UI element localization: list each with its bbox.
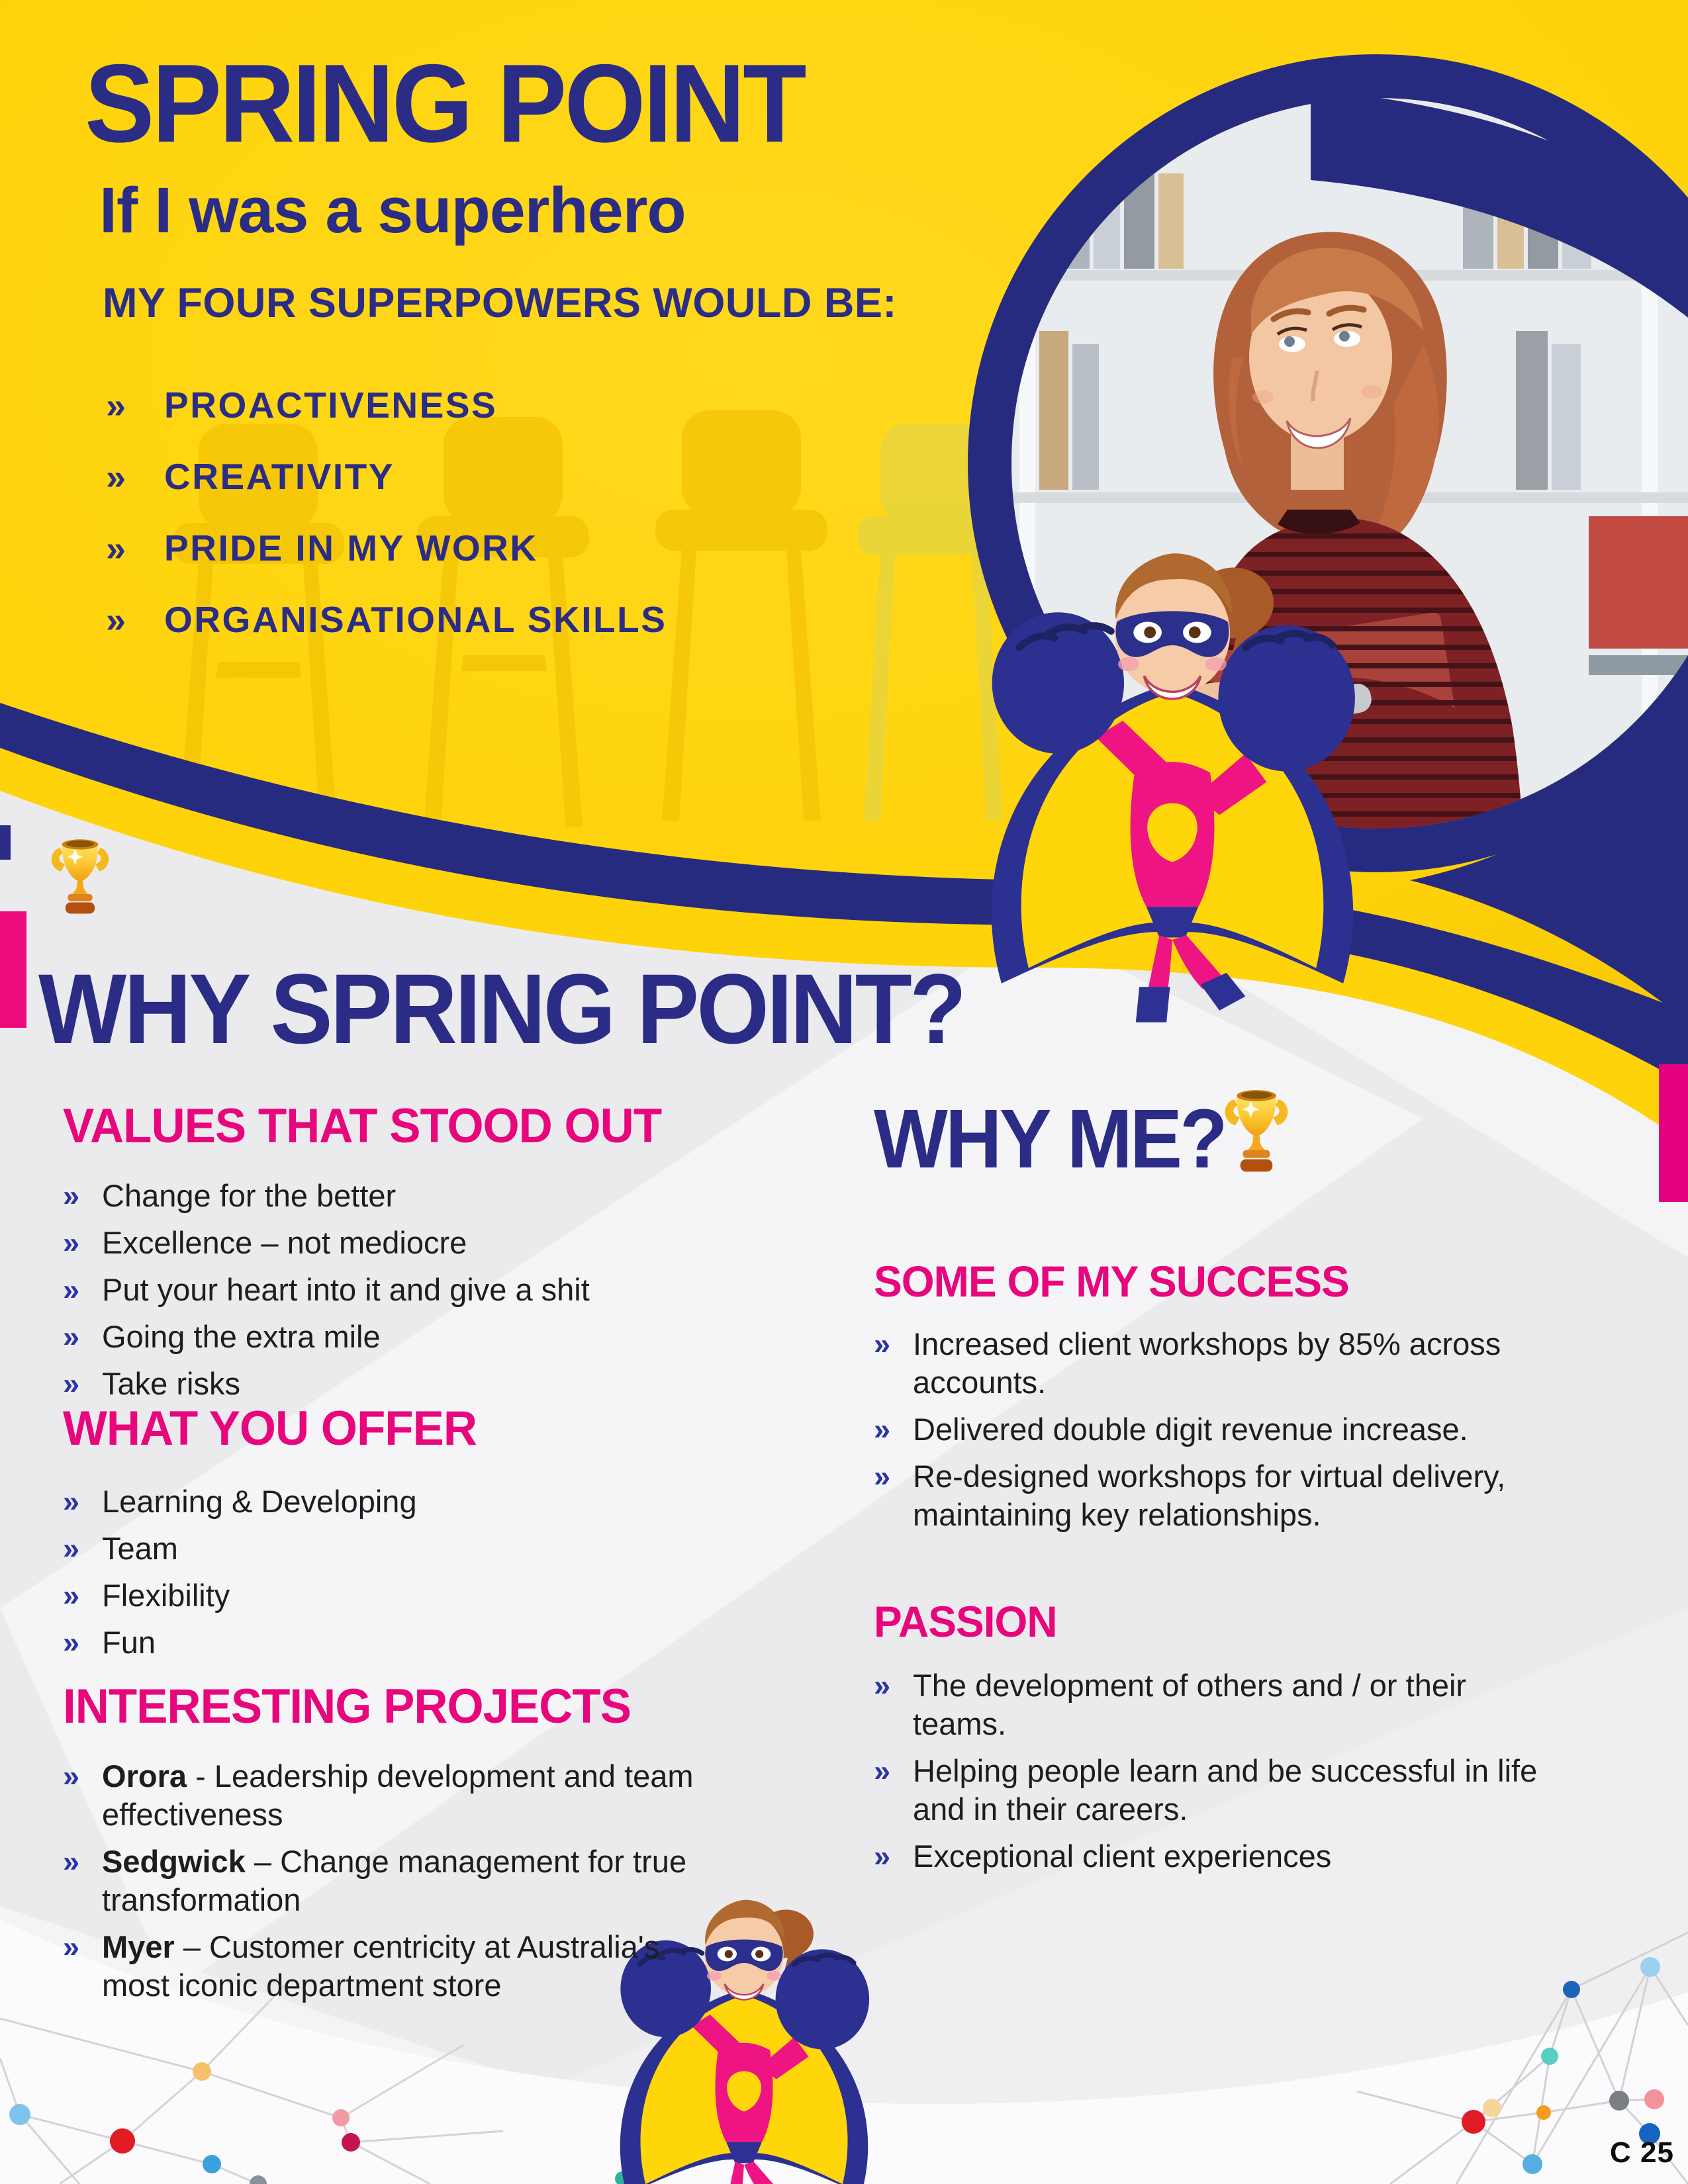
list-item-label: Fun (102, 1625, 156, 1660)
chevron-bullet-icon: » (63, 1367, 80, 1400)
list-item-label: CREATIVITY (164, 456, 395, 497)
success-heading: SOME OF MY SUCCESS (874, 1257, 1349, 1306)
page-number-label: C 25 (1610, 2136, 1674, 2169)
pink-accent-bar-right (1659, 1064, 1688, 1202)
list-item (874, 1752, 1562, 1829)
offer-list (63, 1482, 778, 1670)
list-item (63, 1928, 725, 2005)
pink-accent-bar-left (0, 911, 26, 1028)
chevron-bullet-icon: » (874, 1754, 891, 1788)
passion-list (874, 1666, 1562, 1884)
list-item-label: Excellence – not mediocre (102, 1225, 467, 1260)
list-item (874, 1837, 1562, 1876)
chevron-bullet-icon: » (106, 529, 126, 569)
navy-accent-bar (0, 825, 11, 860)
page-title: SPRING POINT (85, 41, 804, 165)
list-item (874, 1666, 1562, 1743)
list-item-label: PROACTIVENESS (164, 385, 498, 426)
list-item (63, 1623, 778, 1662)
list-item (63, 1318, 778, 1356)
list-item-label: Flexibility (102, 1578, 230, 1613)
list-item (63, 1224, 778, 1262)
superpowers-label: MY FOUR SUPERPOWERS WOULD BE: (103, 280, 897, 326)
project-description: - Leadership development and team effectiveness (102, 1758, 694, 1832)
chevron-bullet-icon: » (63, 1484, 80, 1518)
chevron-bullet-icon: » (63, 1625, 80, 1659)
success-list (874, 1325, 1582, 1543)
projects-heading: INTERESTING PROJECTS (63, 1680, 631, 1733)
values-heading: VALUES THAT STOOD OUT (63, 1099, 662, 1153)
list-item-label: Helping people learn and be successful in life and in their careers. (913, 1753, 1538, 1827)
chevron-bullet-icon: » (63, 1759, 80, 1793)
chevron-bullet-icon: » (63, 1179, 80, 1212)
header-subtitle: If I was a superhero (99, 174, 686, 246)
chevron-bullet-icon: » (874, 1668, 891, 1702)
list-item (63, 1529, 778, 1568)
chevron-bullet-icon: » (63, 1578, 80, 1612)
list-item (63, 1757, 725, 1834)
project-name: Myer (102, 1929, 175, 1964)
chevron-bullet-icon: » (63, 1531, 80, 1565)
chevron-bullet-icon: » (63, 1273, 80, 1306)
chevron-bullet-icon: » (874, 1459, 891, 1493)
list-item-label (102, 1843, 725, 1919)
list-item (63, 1482, 778, 1521)
list-item (874, 1325, 1582, 1402)
list-item-label: Re-designed workshops for virtual delivery, maintaining key relationships. (913, 1459, 1506, 1532)
list-item-label: Delivered double digit revenue increase. (913, 1412, 1468, 1447)
passion-heading: PASSION (874, 1597, 1057, 1646)
list-item-label: Put your heart into it and give a shit (102, 1272, 590, 1307)
why-spring-point-heading: WHY SPRING POINT? (38, 953, 964, 1064)
list-item (106, 455, 667, 498)
list-item-label: Going the extra mile (102, 1319, 381, 1354)
why-me-heading: WHY ME? (874, 1092, 1225, 1185)
chevron-bullet-icon: » (874, 1327, 891, 1361)
chevron-bullet-icon: » (874, 1412, 891, 1446)
list-item-label: PRIDE IN MY WORK (164, 527, 538, 569)
chevron-bullet-icon: » (63, 1844, 80, 1878)
list-item (63, 1843, 725, 1919)
list-item (106, 384, 667, 426)
list-item-label (102, 1928, 725, 2005)
chevron-bullet-icon: » (63, 1320, 80, 1353)
list-item (63, 1365, 778, 1403)
list-item-label: Change for the better (102, 1178, 397, 1213)
chevron-bullet-icon: » (874, 1839, 891, 1873)
values-list (63, 1177, 778, 1412)
list-item (106, 527, 667, 569)
list-item (63, 1177, 778, 1215)
project-name: Sedgwick (102, 1844, 246, 1879)
chevron-bullet-icon: » (63, 1930, 80, 1964)
list-item-label: ORGANISATIONAL SKILLS (164, 599, 667, 640)
list-item-label: Take risks (102, 1366, 240, 1401)
list-item-label: Team (102, 1531, 178, 1566)
offer-heading: WHAT YOU OFFER (63, 1402, 477, 1455)
list-item (106, 598, 667, 641)
chevron-bullet-icon: » (63, 1226, 80, 1259)
project-description: – Customer centricity at Australia's most iconic department store (102, 1929, 660, 2003)
superpowers-list (106, 384, 667, 670)
project-description: – Change management for true transformation (102, 1844, 687, 1917)
list-item (874, 1457, 1582, 1534)
list-item (63, 1576, 778, 1615)
projects-list (63, 1757, 725, 2013)
chevron-bullet-icon: » (106, 600, 126, 640)
chevron-bullet-icon: » (106, 457, 126, 497)
list-item-label: Increased client workshops by 85% across accounts. (913, 1326, 1501, 1400)
list-item-label: The development of others and / or their teams. (913, 1668, 1467, 1741)
chevron-bullet-icon: » (106, 386, 126, 426)
list-item-label: Learning & Developing (102, 1484, 417, 1519)
project-name: Orora (102, 1758, 187, 1794)
list-item-label (102, 1757, 725, 1834)
list-item (63, 1271, 778, 1309)
list-item-label: Exceptional client experiences (913, 1839, 1332, 1874)
list-item (874, 1410, 1582, 1449)
